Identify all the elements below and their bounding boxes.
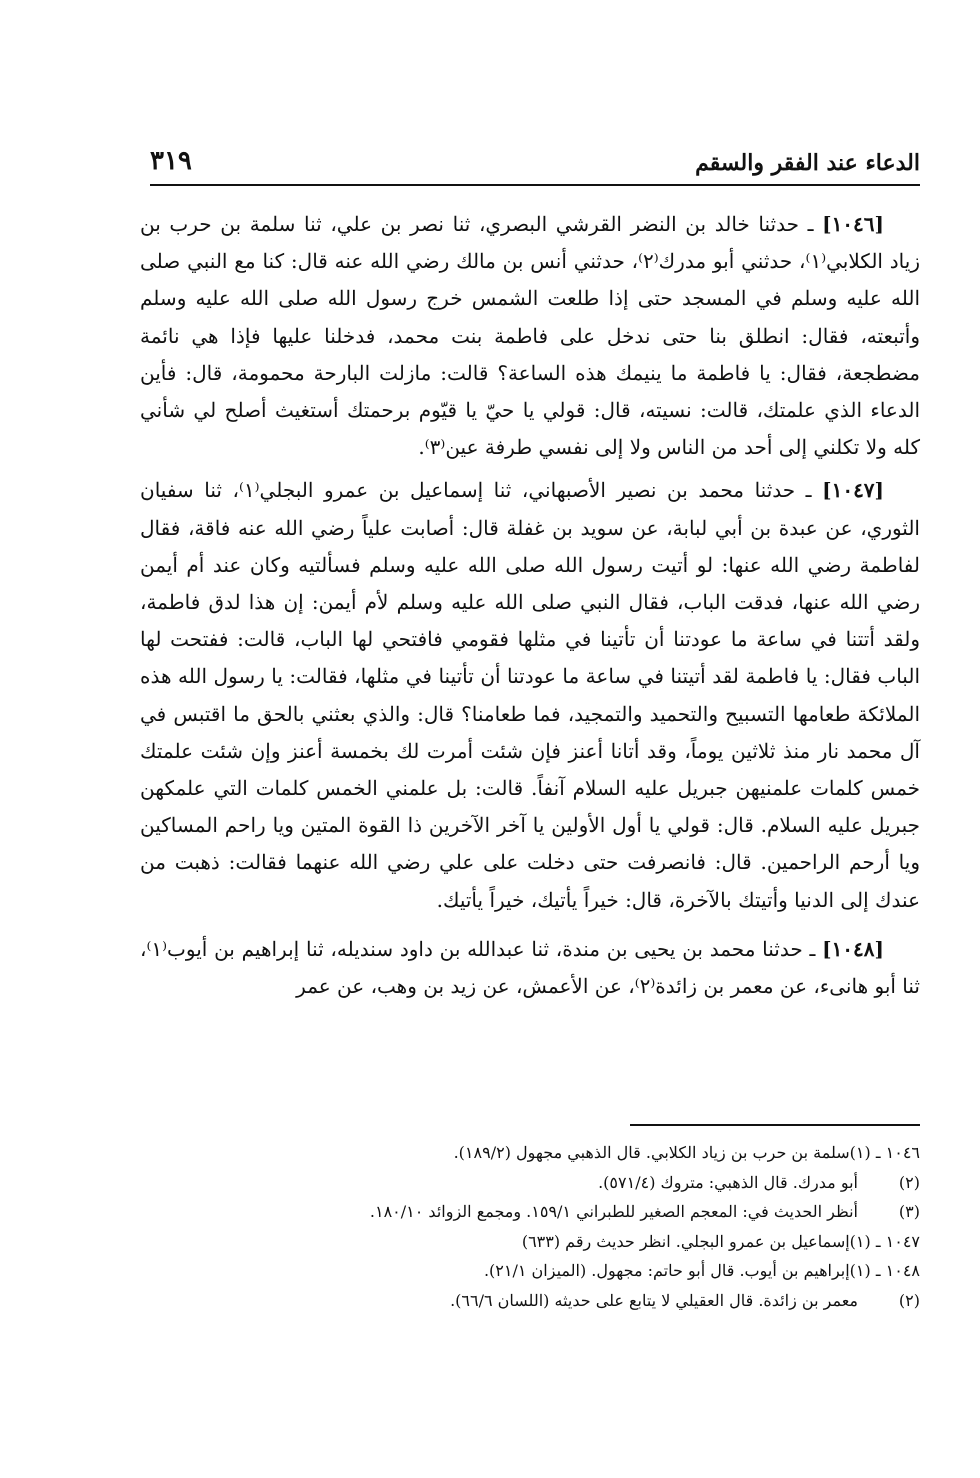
footnote bbox=[180, 1286, 920, 1316]
hadith-1048 bbox=[140, 931, 920, 1005]
footnote bbox=[180, 1168, 920, 1198]
page-number: ٣١٩ bbox=[150, 146, 192, 176]
footnote-text: إسماعيل بن عمرو البجلي. انظر حديث رقم (٦٣٣) bbox=[521, 1231, 850, 1251]
hadith-number: [١٠٤٧] bbox=[822, 478, 885, 503]
footnote-text: أبو مدرك. قال الذهبي: متروك (٥٧١/٤). bbox=[598, 1172, 858, 1192]
running-title: الدعاء عند الفقر والسقم bbox=[695, 150, 920, 176]
hadith-1047 bbox=[140, 472, 920, 918]
footnote-label: (٢) bbox=[898, 1290, 920, 1310]
hadith-text: ـ حدثنا محمد بن نصير الأصبهاني، ثنا إسماعيل بن عمرو البجلي⁽١⁾، ثنا سفيان الثوري، عن عبدة بن أبي لبابة، عن سويد بن غفلة قال: أصابت علياً رضي الله عنه فاقة، فقال لفاطمة رضي الله عنها: لو أتيت رسول الله صلى الله عليه وسلم فسألتيه وكان عند أم أيمن رضي الله عنها، فدقت الباب، فقال النبي صلى الله عليه وسلم لأم أيمن: إن هذا لدق فاطمة، ولقد أتتنا في ساعة ما عودتنا أن تأتينا في مثلها فقومي فافتحي لها الباب، قالت: ففتحت لها الباب فقال: يا فاطمة لقد أتيتنا في ساعة ما عودتنا أن تأتينا في مثلها، فقالت: يا رسول الله هذه الملائكة طعامها التسبيح والتحميد والتمجيد، فما طعامنا؟ قال: والذي بعثني بالحق ما اقتبس في آل محمد نار منذ ثلاثين يوماً، وقد أتانا أعنز فإن شئت أمرت لك بخمسة أعنز وإن شئت علمتك خمس كلمات علمنيهن جبريل عليه السلام آنفاً. قالت: بل علمني الخمس كلمات التي علمكهن جبريل عليه السلام. قال: قولي يا أول الأولين يا آخر الآخرين ذا القوة المتين ويا راحم المساكين ويا أرحم الراحمين. قال: فانصرفت حتى دخلت على علي رضي الله عنهما فقالت: ذهبت من عندك إلى الدنيا وأتيتك بالآخرة، قال: خيراً يأتيك، خيراً يأتيك. bbox=[140, 478, 920, 912]
main-text bbox=[140, 206, 920, 1011]
hadith-1046 bbox=[140, 206, 920, 466]
footnote-text: إبراهيم بن أيوب. قال أبو حاتم: مجهول. (الميزان ٢١/١). bbox=[483, 1261, 850, 1280]
hadith-number: [١٠٤٨] bbox=[822, 936, 884, 961]
hadith-number: [١٠٤٦] bbox=[822, 212, 884, 236]
footnote-divider bbox=[630, 1124, 920, 1126]
footnote bbox=[180, 1138, 920, 1168]
footnote-label: ١٠٤٧ ـ (١) bbox=[849, 1231, 920, 1251]
hadith-text: ـ حدثنا محمد بن يحيى بن مندة، ثنا عبدالله بن داود سنديله، ثنا إبراهيم بن أيوب⁽١⁾، ثنا أبو هانىء، عن معمر بن زائدة⁽٢⁾، عن الأعمش، عن زيد بن وهب، عن عمر bbox=[140, 936, 920, 999]
footnote bbox=[180, 1256, 920, 1286]
footnote-label: ١٠٤٦ ـ (١) bbox=[849, 1143, 920, 1162]
footnote-text: معمر بن زائدة. قال العقيلي لا يتابع على حديثه (اللسان ٦٦/٦). bbox=[450, 1290, 858, 1310]
page-header bbox=[150, 132, 920, 186]
footnote bbox=[180, 1227, 920, 1257]
footnote-text: أنظر الحديث في: المعجم الصغير للطبراني ١٥٩/١. ومجمع الزوائد ١٨٠/١٠. bbox=[369, 1202, 858, 1221]
footnotes bbox=[180, 1138, 920, 1315]
footnote-label: (٣) bbox=[898, 1202, 920, 1221]
footnote-label: (٢) bbox=[898, 1172, 920, 1192]
hadith-text: ـ حدثنا خالد بن النضر القرشي البصري، ثنا نصر بن علي، ثنا سلمة بن حرب بن زياد الكلابي⁽١⁾، حدثني أبو مدرك⁽٢⁾، حدثني أنس بن مالك رضي الله عنه قال: كنا مع النبي صلى الله عليه وسلم في المسجد حتى إذا طلعت الشمس خرج رسول الله صلى الله عليه وسلم وأتبعته، فقال: انطلق بنا حتى ندخل على فاطمة بنت محمد، فدخلنا عليها فإذا هي نائمة مضطجعة، فقال: يا فاطمة ما ينيمك هذه الساعة؟ قالت: مازلت البارحة محمومة، قال: فأين الدعاء الذي علمتك، قالت: نسيته، قال: قولي يا حيّ يا قيّوم برحمتك أستغيث أصلح لي شأني كله ولا تكلني إلى أحد من الناس ولا إلى نفسي طرفة عين⁽٣⁾. bbox=[140, 212, 921, 460]
footnote bbox=[180, 1197, 920, 1227]
footnote-text: سلمة بن حرب بن زياد الكلابي. قال الذهبي مجهول (١٨٩/٢). bbox=[453, 1143, 850, 1162]
footnote-label: ١٠٤٨ ـ (١) bbox=[849, 1261, 920, 1280]
